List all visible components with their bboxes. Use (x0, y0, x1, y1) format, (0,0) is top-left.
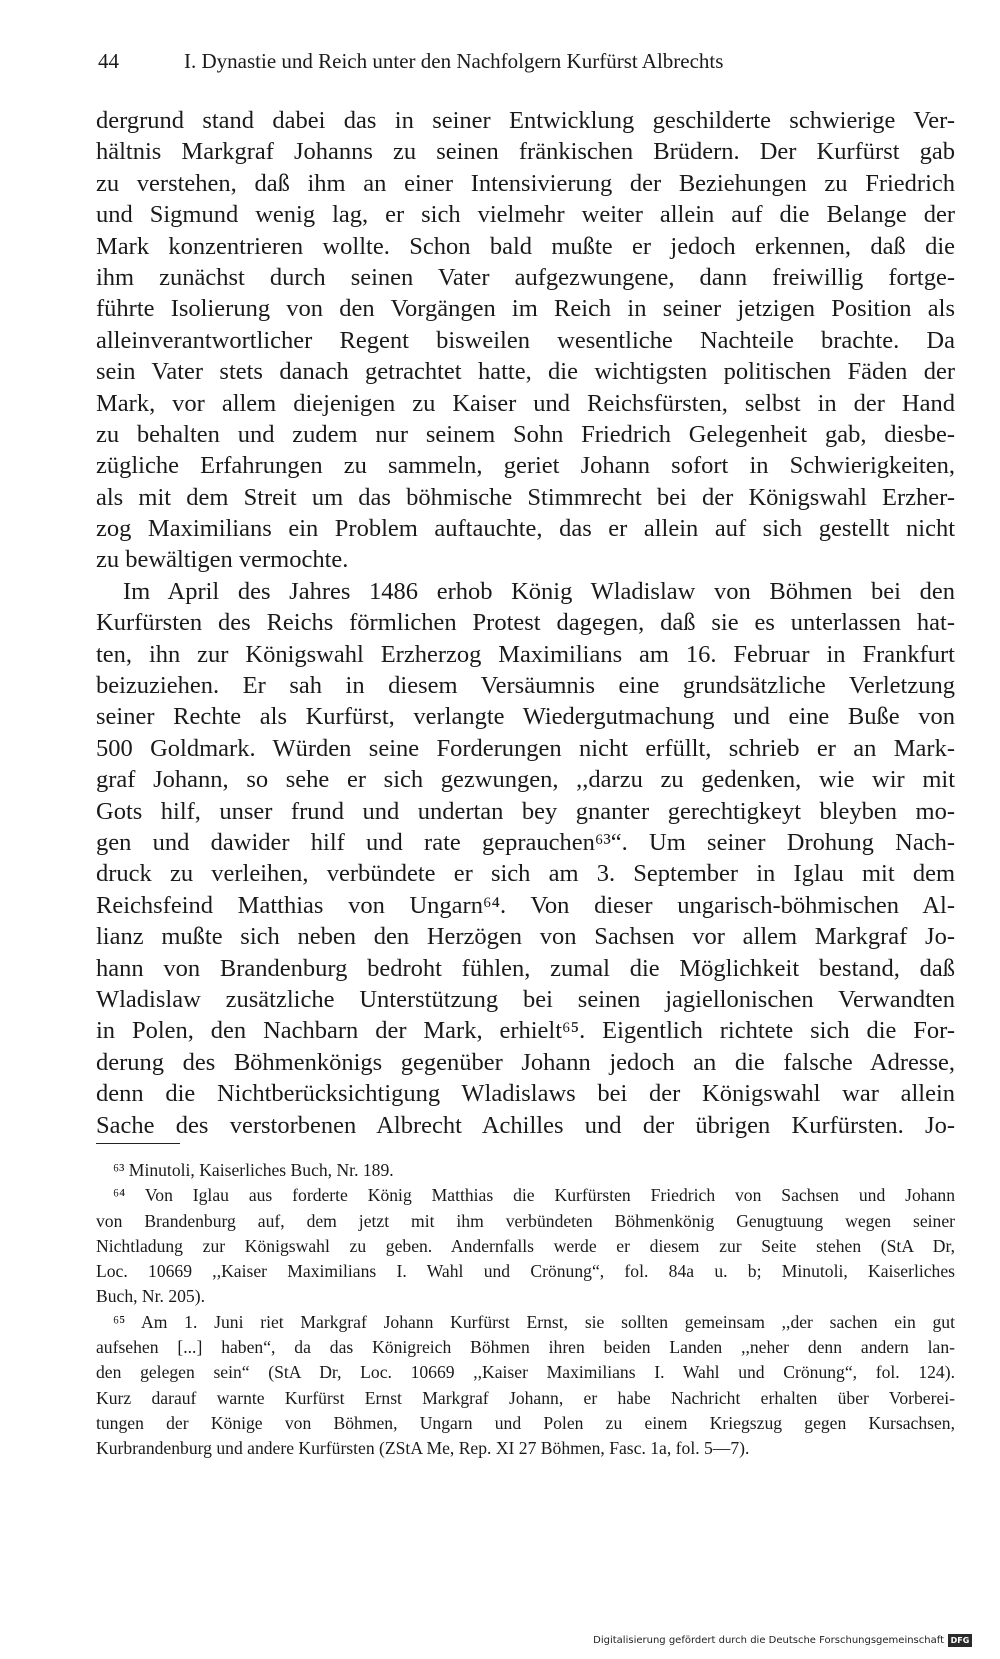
footnote-line: tungen der Könige von Böhmen, Ungarn und Polen zu einem Kriegszug gegen Kursachsen, (96, 1412, 955, 1433)
body-line: zu behalten und zudem nur seinem Sohn Friedrich Gelegenheit gab, diesbe- (96, 420, 955, 448)
digitization-credit (593, 1634, 972, 1647)
body-text (96, 105, 955, 1141)
running-head: I. Dynastie und Reich unter den Nachfolgern Kurfürst Albrechts (184, 49, 724, 73)
page-header (98, 44, 868, 78)
footnote-separator (96, 1143, 180, 1144)
body-line: ihm zunächst durch seinen Vater aufgezwungene, dann freiwillig fortge- (96, 263, 955, 291)
footnote-line: Buch, Nr. 205). (96, 1286, 205, 1307)
body-line: Mark, vor allem diejenigen zu Kaiser und Reichsfürsten, selbst in der Hand (96, 389, 955, 417)
body-line: beizuziehen. Er sah in diesem Versäumnis eine grundsätzliche Verletzung (96, 672, 955, 700)
body-line: Kurfürsten des Reichs förmlichen Protest dagegen, daß sie es unterlassen hat- (96, 609, 955, 637)
footnote-line: Kurbrandenburg und andere Kurfürsten (ZStA Me, Rep. XI 27 Böhmen, Fasc. 1a, fol. 5—7). (96, 1438, 750, 1459)
body-line: in Polen, den Nachbarn der Mark, erhielt⁶⁵. Eigentlich richtete sich die For- (96, 1017, 955, 1045)
body-line: dergrund stand dabei das in seiner Entwicklung geschilderte schwierige Ver- (96, 107, 955, 134)
body-line: lianz mußte sich neben den Herzögen von Sachsen vor allem Markgraf Jo- (96, 923, 955, 951)
body-line: hältnis Markgraf Johanns zu seinen fränkischen Brüdern. Der Kurfürst gab (96, 138, 955, 166)
body-line: graf Johann, so sehe er sich gezwungen, ,,darzu zu gedenken, wie wir mit (96, 766, 955, 794)
body-line: zog Maximilians ein Problem auftauchte, das er allein auf sich gestellt nicht (96, 515, 955, 543)
dfg-logo-icon: DFG (948, 1634, 972, 1647)
body-line: seiner Rechte als Kurfürst, verlangte Wiedergutmachung und eine Buße von (96, 703, 955, 731)
body-line: 500 Goldmark. Würden seine Forderungen nicht erfüllt, schrieb er an Mark- (96, 734, 955, 762)
body-line: und Sigmund wenig lag, er sich vielmehr weiter allein auf die Belange der (96, 201, 955, 229)
footnote-line: ⁶⁵ Am 1. Juni riet Markgraf Johann Kurfürst Ernst, sie sollten gemeinsam ,,der sachen ein gut (113, 1311, 955, 1332)
footnotes (96, 1158, 955, 1462)
body-line: zu verstehen, daß ihm an einer Intensivierung der Beziehungen zu Friedrich (96, 169, 955, 197)
body-line: führte Isolierung von den Vorgängen im Reich in seiner jetzigen Position als (96, 295, 955, 323)
body-line: hann von Brandenburg bedroht fühlen, zumal die Möglichkeit bestand, daß (96, 954, 955, 982)
footnote-line: aufsehen [...] haben“, da das Königreich Böhmen ihren beiden Landen ,,neher denn andern lan- (96, 1337, 955, 1358)
footnote-line: Loc. 10669 ,,Kaiser Maximilians I. Wahl und Crönung“, fol. 84a u. b; Minutoli, Kaiserliches (96, 1261, 955, 1282)
body-line: Wladislaw zusätzliche Unterstützung bei seinen jagiellonischen Verwandten (96, 985, 955, 1013)
footnote-line: den gelegen sein“ (StA Dr, Loc. 10669 ,,Kaiser Maximilians I. Wahl und Crönung“, fol. 124). (96, 1362, 955, 1383)
body-line: Sache des verstorbenen Albrecht Achilles und der übrigen Kurfürsten. Jo- (96, 1111, 955, 1139)
body-line: zu bewältigen vermochte. (96, 546, 349, 574)
body-line: als mit dem Streit um das böhmische Stimmrecht bei der Königswahl Erzher- (96, 483, 955, 511)
body-line: denn die Nichtberücksichtigung Wladislaws bei der Königswahl war allein (96, 1080, 955, 1108)
body-line: gen und dawider hilf und rate geprauchen⁶³“. Um seiner Drohung Nach- (96, 828, 955, 856)
digitization-text: Digitalisierung gefördert durch die Deutsche Forschungsgemeinschaft (593, 1635, 944, 1646)
body-line: Mark konzentrieren wollte. Schon bald mußte er jedoch erkennen, daß die (96, 232, 955, 260)
footnote-line: ⁶³ Minutoli, Kaiserliches Buch, Nr. 189. (113, 1160, 394, 1180)
body-line: Im April des Jahres 1486 erhob König Wladislaw von Böhmen bei den (123, 577, 955, 605)
page-number: 44 (98, 49, 119, 73)
footnote-line: von Brandenburg auf, dem jetzt mit ihm verbündeten Böhmenkönig Genugtuung wegen seiner (96, 1210, 955, 1231)
footnote-line: Nichtladung zur Königswahl zu geben. Andernfalls werde er diesem zur Seite stehen (StA Dr, (96, 1235, 955, 1256)
body-line: ten, ihn zur Königswahl Erzherzog Maximilians am 16. Februar in Frankfurt (96, 640, 955, 668)
footnote-line: ⁶⁴ Von Iglau aus forderte König Matthias die Kurfürsten Friedrich von Sachsen und Johann (113, 1185, 955, 1206)
footnote-line: Kurz darauf warnte Kurfürst Ernst Markgraf Johann, er habe Nachricht erhalten über Vorberei- (96, 1387, 955, 1408)
body-line: zügliche Erfahrungen zu sammeln, geriet Johann sofort in Schwierigkeiten, (96, 452, 955, 480)
body-line: sein Vater stets danach getrachtet hatte, die wichtigsten politischen Fäden der (96, 358, 955, 386)
body-line: alleinverantwortlicher Regent bisweilen wesentliche Nachteile brachte. Da (96, 326, 955, 354)
body-line: derung des Böhmenkönigs gegenüber Johann jedoch an die falsche Adresse, (96, 1048, 955, 1076)
body-line: druck zu verleihen, verbündete er sich am 3. September in Iglau mit dem (96, 860, 955, 888)
body-line: Gots hilf, unser frund und undertan bey gnanter gerechtigkeyt bleyben mo- (96, 797, 955, 825)
body-line: Reichsfeind Matthias von Ungarn⁶⁴. Von dieser ungarisch-böhmischen Al- (96, 891, 955, 919)
